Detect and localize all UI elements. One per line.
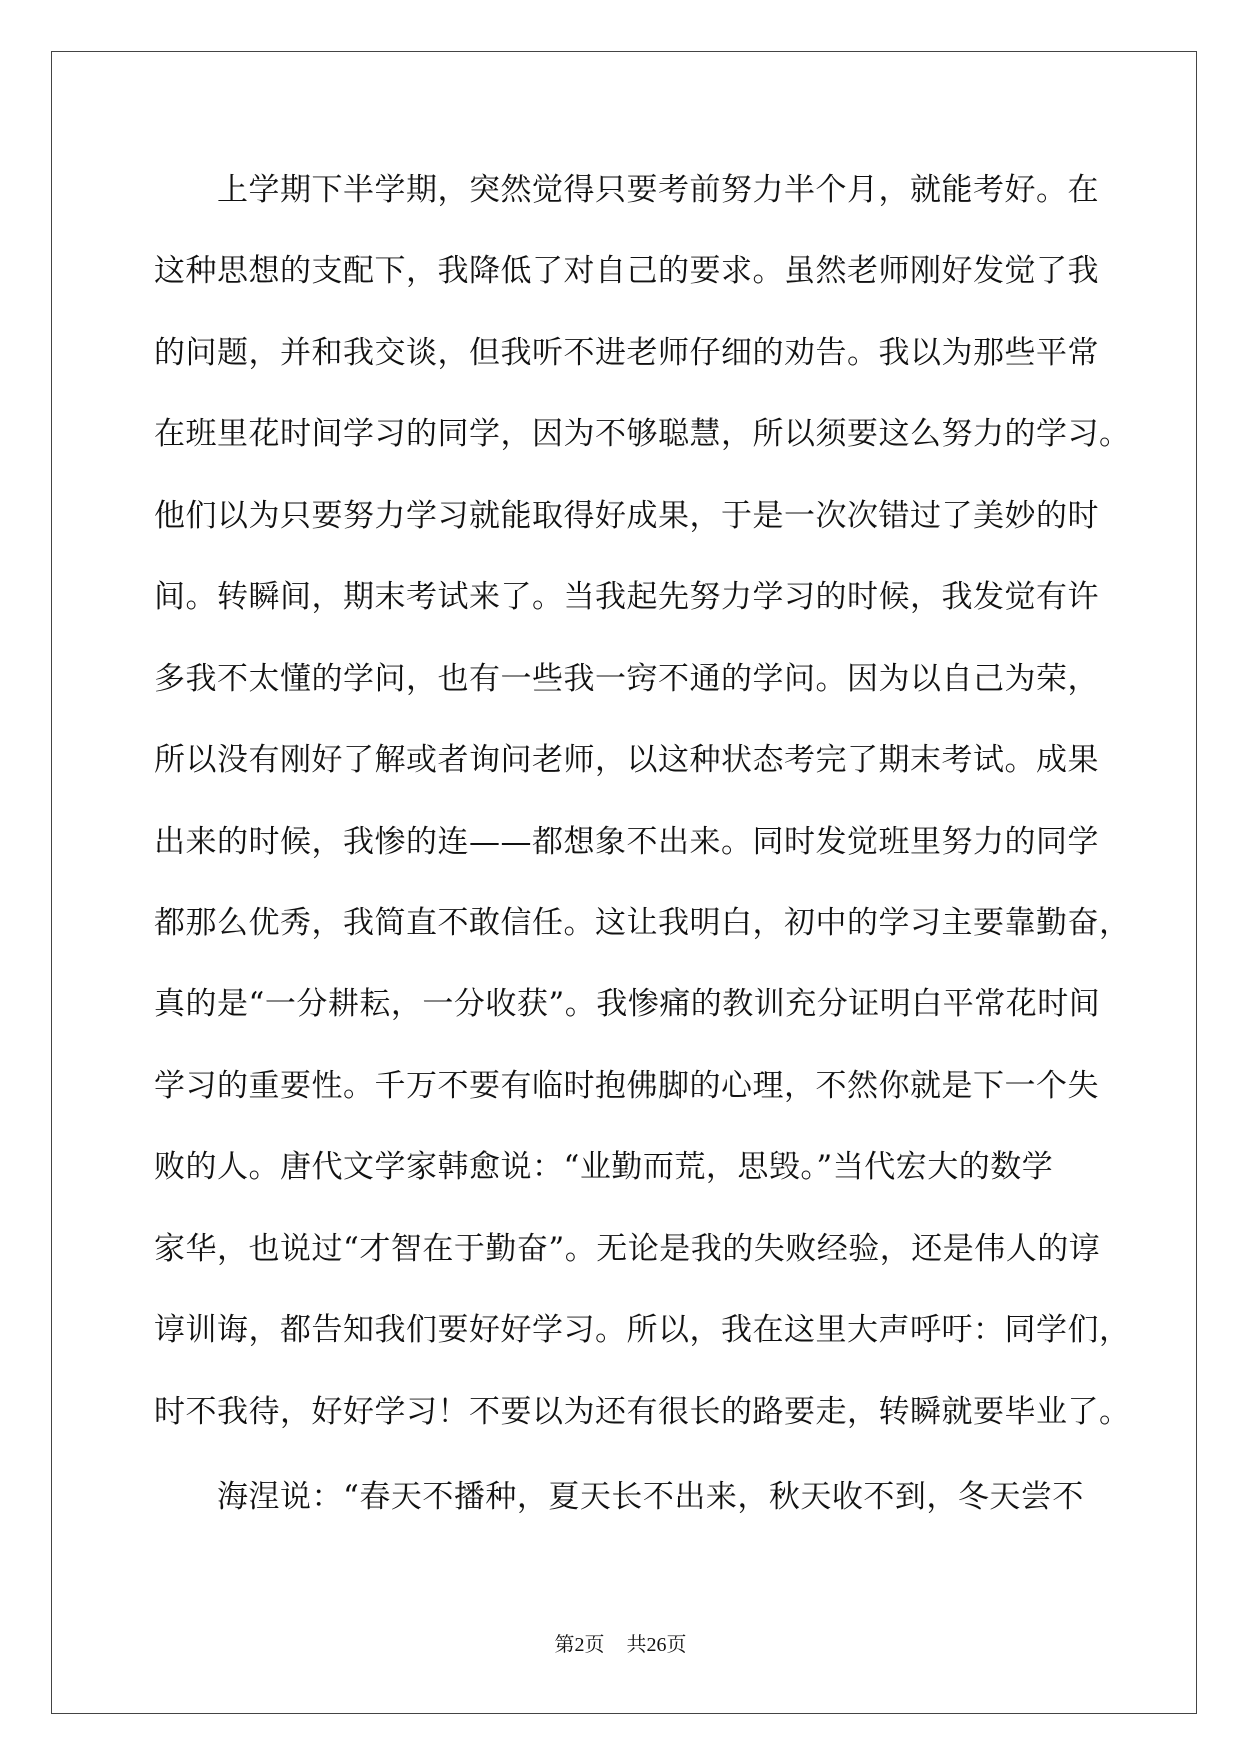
text-line: 都那么优秀，我简直不敢信任。这让我明白，初中的学习主要靠勤奋，	[154, 904, 1131, 941]
text-line: 家华，也说过“才智在于勤奋”。无论是我的失败经验，还是伟人的谆	[154, 1230, 1101, 1267]
text-line: 间。转瞬间，期末考试来了。当我起先努力学习的时候，我发觉有许	[154, 579, 1099, 616]
page-total: 共26页	[626, 1634, 687, 1656]
text-line: 这种思想的支配下，我降低了对自己的要求。虽然老师刚好发觉了我	[154, 253, 1099, 290]
body-text	[154, 150, 1154, 1538]
text-line: 海涅说：“春天不播种，夏天长不出来，秋天收不到，冬天尝不	[217, 1479, 1084, 1515]
text-line: 时不我待，好好学习！不要以为还有很长的路要走，转瞬就要毕业了。	[154, 1393, 1131, 1430]
page-number: 第2页	[554, 1634, 605, 1656]
text-line: 的问题，并和我交谈，但我听不进老师仔细的劝告。我以为那些平常	[154, 334, 1099, 371]
text-line: 多我不太懂的学问，也有一些我一窍不通的学问。因为以自己为荣，	[154, 660, 1099, 697]
text-line: 上学期下半学期，突然觉得只要考前努力半个月，就能考好。在	[217, 172, 1099, 208]
text-line: 学习的重要性。千万不要有临时抱佛脚的心理，不然你就是下一个失	[154, 1067, 1099, 1104]
paragraph	[154, 1457, 1154, 1538]
text-line: 真的是“一分耕耘，一分收获”。我惨痛的教训充分证明白平常花时间	[154, 986, 1101, 1023]
text-line: 所以没有刚好了解或者询问老师，以这种状态考完了期末考试。成果	[154, 742, 1099, 779]
text-line: 在班里花时间学习的同学，因为不够聪慧，所以须要这么努力的学习。	[154, 416, 1131, 453]
text-line: 他们以为只要努力学习就能取得好成果，于是一次次错过了美妙的时	[154, 497, 1099, 534]
page-footer	[0, 1633, 1241, 1657]
text-line: 谆训诲，都告知我们要好好学习。所以，我在这里大声呼吁：同学们，	[154, 1312, 1131, 1349]
text-line: 出来的时候，我惨的连——都想象不出来。同时发觉班里努力的同学	[154, 823, 1099, 860]
text-line: 败的人。唐代文学家韩愈说：“业勤而荒，思毁。”当代宏大的数学	[154, 1149, 1054, 1186]
paragraph	[154, 150, 1154, 1453]
